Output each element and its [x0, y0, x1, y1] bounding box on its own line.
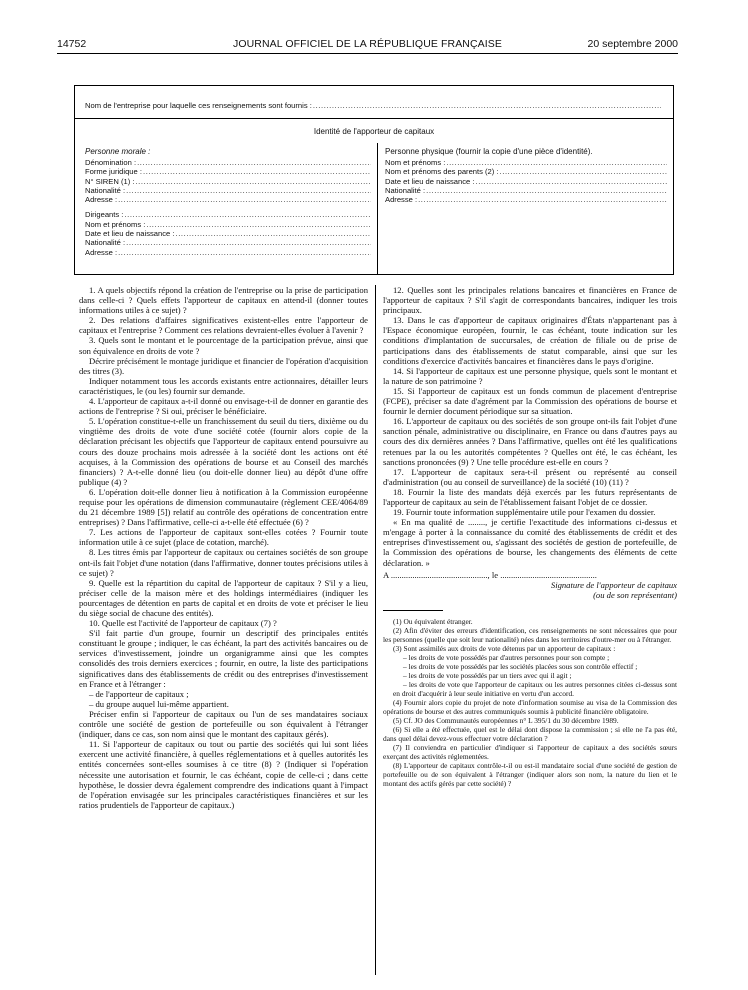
footnote: – les droits de vote possédés par un tiers avec qui il agit ;: [403, 670, 572, 680]
right-column: [383, 285, 677, 788]
paragraph: 8. Les titres émis par l'apporteur de capitaux ou certaines sociétés de son groupe ont-ils fait l'objet d'une notation (dans l'affirmative, donner toutes précisions utiles à ce sujet) ?: [79, 547, 368, 578]
paragraph: 9. Quelle est la répartition du capital de l'apporteur de capitaux ? S'il y a lieu, préciser celle de la maison mère et des holdings intermédiaires (indiquer les pourcentages de détention en parts de capital et en droits de vote et préciser le lieu du siège social de chacune des entités).: [79, 577, 368, 618]
director-field[interactable]: [85, 210, 371, 219]
moral-person-label: Forme juridique :: [85, 167, 142, 177]
director-label: Date et lieu de naissance :: [85, 229, 175, 239]
footnote: (5) Cf. JO des Communautés européennes n° L 395/1 du 30 décembre 1989.: [393, 715, 619, 725]
paragraph: « En ma qualité de ........, je certifie l'exactitude des informations ci-dessus et m'engage à porter à la connaissance du comité des établissements de crédit et des entreprises d'investissement ou, s'agissant des sociétés de gestion de portefeuille, de la Commission des opérations de bourse, les changements des éléments de cette déclaration. »: [383, 517, 677, 568]
director-field[interactable]: [85, 238, 371, 247]
document-body: [79, 285, 677, 975]
footnote-rule: [383, 610, 443, 611]
footnote: – les droits de vote que l'apporteur de capitaux ou les autres personnes citées ci-dessus sont en droit d'acquérir à leur seule initiative en vertu d'un accord.: [393, 679, 677, 698]
moral-person-title: Personne morale :: [85, 147, 151, 156]
footnote: (8) L'apporteur de capitaux contrôle-t-il ou est-il mandataire social d'une société de gestion de portefeuille ou de son équivalent à l'étranger (indiquer alors son nom, la nature du lien et le montant des actifs gérés par cette société) ?: [383, 760, 677, 788]
paragraph: 18. Fournir la liste des mandats déjà exercés par les futurs représentants de l'apporteur de capitaux au sein de l'établissement faisant l'objet de ce dossier.: [383, 486, 677, 507]
director-label: Adresse :: [85, 247, 118, 257]
moral-person-field[interactable]: [85, 177, 371, 186]
moral-person-field[interactable]: [85, 195, 371, 204]
director-field[interactable]: [85, 248, 371, 257]
paragraph: Indiquer notamment tous les accords existants entre actionnaires, détailler leurs caractéristiques, le (ou les) fournir sur demande.: [79, 375, 368, 396]
header-rule: [57, 53, 678, 54]
physical-person-field[interactable]: [385, 195, 667, 204]
publication-date: 20 septembre 2000: [587, 38, 678, 50]
footnote: (3) Sont assimilés aux droits de vote détenus par un apporteur de capitaux :: [393, 643, 616, 653]
paragraph: 19. Fournir toute information supplémentaire utile pour l'examen du dossier.: [393, 507, 656, 518]
moral-person-label: Dénomination :: [85, 158, 137, 167]
paragraph: Préciser enfin si l'apporteur de capitaux ou l'un de ses mandataires sociaux contrôle une société de gestion de portefeuille ou son équivalent à l'étranger (indiquer, dans ce cas, son nom ainsi que le montant des capitaux gérés).: [79, 708, 368, 740]
director-label: Nationalité :: [85, 238, 126, 248]
paragraph: 3. Quels sont le montant et le pourcentage de la participation prévue, ainsi que son équivalence en droits de vote ?: [79, 335, 368, 356]
paragraph: 15. Si l'apporteur de capitaux est un fonds commun de placement d'entreprise (FCPE), préciser sa date d'agrément par la Commission des opérations de bourse et fournir le dernier document périodique sur sa situation.: [383, 385, 677, 417]
footnote: – les droits de vote possédés par les sociétés placées sous son contrôle effectif ;: [403, 661, 638, 671]
footnote: (4) Fournir alors copie du projet de note d'information soumise au visa de la Commission des opérations de bourse et des autres communiqués soumis à publicité financière obligatoire.: [383, 697, 677, 716]
form-column-divider: [377, 143, 378, 274]
paragraph: 1. A quels objectifs répond la création de l'entreprise ou la prise de participation dans celle-ci ? Quels effets l'apporteur de capitaux en attend-il (donner toutes informations utiles à ce sujet) ?: [79, 285, 368, 316]
physical-person-field[interactable]: [385, 186, 667, 195]
paragraph: 6. L'opération doit-elle donner lieu à notification à la Commission européenne requise pour les opérations de dimension communautaire (règlement CEE/4064/89 du 21 décembre 1989 [5]) relatif au contrôle des opérations de concentration entre entreprises) ? Dans l'affirmative, celle-ci a-t-elle été effectuée (6) ?: [79, 486, 368, 528]
director-label: Nom et prénoms :: [85, 219, 146, 229]
paragraph: 16. L'apporteur de capitaux ou des sociétés de son groupe ont-ils fait l'objet d'une sanction pénale, administrative ou disciplinaire, en France ou dans d'autres pays au cours des dix dernières années ? Dans l'affirmative, quelles ont été les qualifications retenues par la ou les autorités compétentes ? Quelles ont été, le cas échéant, les sanctions prononcées (9) ? Une telle procédure est-elle en cours ?: [383, 416, 677, 467]
moral-person-field[interactable]: [85, 158, 371, 167]
footnote: (1) Ou équivalent étranger.: [393, 616, 473, 626]
physical-person-label: Date et lieu de naissance :: [385, 176, 475, 186]
footnote: (2) Afin d'éviter des erreurs d'identification, ces renseignements ne sont nécessaires que pour les personnes (quelle que soit leur nationalité) nées dans les territoires d'outre-mer ou à l'étranger.: [383, 625, 677, 644]
signature-line-2: (ou de son représentant): [593, 589, 677, 600]
page-header: [57, 38, 678, 52]
moral-person-column: [85, 147, 371, 257]
physical-person-label: Nom et prénoms :: [385, 158, 446, 167]
paragraph: S'il fait partie d'un groupe, fournir un descriptif des principales entités constituant le groupe ; indiquer, le cas échéant, la part des activités bancaires ou de services d'investissement, joindre un organigramme ainsi que les comptes consolidés des trois derniers exercices ; fournir, en outre, la liste des participations significatives dans des établissements de crédit ou des entreprises d'investissement en France et à l'étranger :: [79, 628, 368, 689]
physical-person-field[interactable]: [385, 167, 667, 176]
director-field[interactable]: [85, 220, 371, 229]
paragraph: Décrire précisément le montage juridique et financier de l'opération d'acquisition des titres (3).: [79, 355, 368, 376]
paragraph: 17. L'apporteur de capitaux sera-t-il présent ou représenté au conseil d'administration (ou au conseil de surveillance) de la société (10) (11) ?: [383, 466, 677, 487]
signature-place-line: A ............................................., le .............................................: [383, 569, 597, 580]
paragraph: 2. Des relations d'affaires significatives existent-elles entre l'apporteur de capitaux et l'entreprise ? Comment ces relations devraient-elles évoluer à l'avenir ?: [79, 315, 368, 336]
footnote: (7) Il conviendra en particulier d'indiquer si l'apporteur de capitaux a des sociétés sœurs exerçant des activités réglementées.: [383, 742, 677, 761]
moral-person-label: Nationalité :: [85, 185, 126, 195]
moral-person-field[interactable]: [85, 186, 371, 195]
footnote: – les droits de vote possédés par d'autres personnes pour son compte ;: [403, 652, 610, 662]
identity-title: Identité de l'apporteur de capitaux: [313, 127, 435, 136]
paragraph: 13. Dans le cas d'apporteur de capitaux originaires d'États n'appartenant pas à l'Espace économique européen, fournir, le cas échéant, toute indication sur les conditions d'implantation de succursales, de création de filiale ou de prise de participations dans des établissements de statut comparable, ainsi que sur les conditions d'exercice d'activités bancaires et financières dans le pays d'origine.: [383, 315, 677, 366]
paragraph: 5. L'opération constitue-t-elle un franchissement du seuil du tiers, dixième ou du vingtième des droits de vote d'une société cotée (fournir alors copie de la déclaration précisant les objectifs que l'apporteur de capitaux entend poursuivre au cours des douze prochains mois adressée à la société dont les actions ont été acquises, à la Commission des opérations de bourse et au Conseil des marchés financiers) ? A-t-elle donné lieu (ou doit-elle donner lieu) au dépôt d'une offre publique (4) ?: [79, 416, 368, 487]
paragraph: 4. L'apporteur de capitaux a-t-il donné ou envisage-t-il de donner en garantie des actions de l'entreprise ? Si oui, préciser le bénéficiaire.: [79, 396, 368, 417]
paragraph: 10. Quelle est l'activité de l'apporteur de capitaux (7) ?: [89, 618, 277, 629]
column-divider: [375, 285, 376, 975]
physical-person-title: Personne physique (fournir la copie d'une pièce d'identité).: [385, 147, 593, 156]
physical-person-label: Nationalité :: [385, 185, 426, 195]
left-column: [79, 285, 368, 810]
moral-person-field[interactable]: [85, 167, 371, 176]
journal-title: JOURNAL OFFICIEL DE LA RÉPUBLIQUE FRANÇAISE: [233, 38, 502, 50]
paragraph: 11. Si l'apporteur de capitaux ou tout ou partie des sociétés qui lui sont liées exercent une activité financière, à quelles réglementations et à quelles autorités les entités concernées sont-elles soumises à ce titre (8) ? (Indiquer si l'opération nécessite une autorisation et fournir, le cas échéant, copie de celle-ci ; dans cette hypothèse, le dossier devra également comprendre des indications quant à l'impact de l'opération envisagée sur les principales caractéristiques financières et sur les ratios prudentiels de l'apporteur de capitaux.): [79, 739, 368, 810]
footnotes: [383, 617, 677, 788]
director-field[interactable]: [85, 229, 371, 238]
page-number: 14752: [57, 38, 87, 50]
moral-person-label: N° SIREN (1) :: [85, 176, 135, 186]
paragraph: – du groupe auquel lui-même appartient.: [89, 698, 229, 709]
physical-person-field[interactable]: [385, 158, 667, 167]
physical-person-label: Nom et prénoms des parents (2) :: [385, 167, 499, 177]
paragraph: 7. Les actions de l'apporteur de capitaux sont-elles cotées ? Fournir toute information utile à ce sujet (place de cotation, marché).: [79, 527, 368, 548]
company-name-field[interactable]: Nom de l'entreprise pour laquelle ces renseignements sont fournis : .....: [85, 101, 661, 110]
paragraph: 14. Si l'apporteur de capitaux est une personne physique, quels sont le montant et la nature de son patrimoine ?: [383, 365, 677, 386]
physical-person-field[interactable]: [385, 177, 667, 186]
footnote: (6) Si elle a été effectuée, quel est le délai dont dispose la commission ; si elle ne l'a pas été, dans quel délai devez-vous effectuer votre déclaration ?: [383, 724, 677, 743]
physical-person-label: Adresse :: [385, 195, 418, 205]
physical-person-column: [385, 147, 667, 204]
form-divider: [75, 118, 673, 119]
paragraph: – de l'apporteur de capitaux ;: [89, 688, 189, 699]
moral-person-label: Adresse :: [85, 195, 118, 205]
identity-form: [74, 85, 674, 275]
paragraph: 12. Quelles sont les principales relations bancaires et financières en France de l'apporteur de capitaux ? S'il s'agit de correspondants bancaires, indiquer les trois principaux.: [383, 285, 677, 316]
signature-line-1: Signature de l'apporteur de capitaux: [550, 579, 677, 590]
director-label: Dirigeants :: [85, 210, 124, 220]
